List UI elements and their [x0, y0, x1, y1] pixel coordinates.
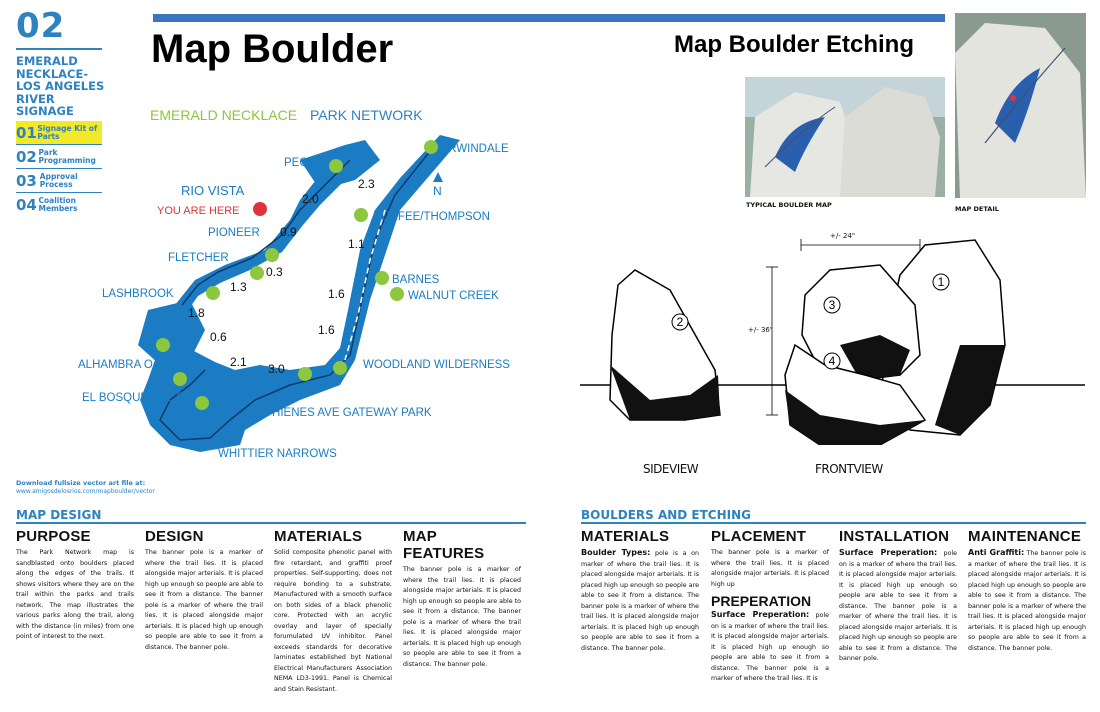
place-label: IRWINDALE	[445, 143, 509, 155]
be-maintenance-column	[968, 528, 1086, 654]
map-title-green: EMERALD NECKLACE	[150, 107, 298, 123]
place-label: WOODLAND WILDERNESS	[363, 359, 510, 371]
purpose-column	[16, 528, 134, 643]
distance-label: 2.1	[230, 355, 247, 369]
column-text: The banner pole is a marker of where the trail lies. It is placed alongside major arterials. It is placed high up enough so people are able to see it from a distance. The banner pole is a marker of where the trail lies. It is placed alongside major arterials. It is placed high up enough so people are able to see it from a distance. The banner pole.	[403, 566, 521, 668]
place-label: WALNUT CREEK	[408, 290, 499, 302]
you-are-here-dot	[253, 202, 267, 216]
nav-item-number: 01	[16, 123, 37, 142]
park-dot-alhambra-2[interactable]	[173, 372, 187, 386]
callout-number: 1	[937, 275, 945, 289]
photo-caption: MAP DETAIL	[955, 205, 999, 213]
park-dot-peck[interactable]	[329, 159, 343, 173]
column-lead: Surface Preperation:	[711, 610, 810, 619]
nav-item-number: 04	[16, 195, 37, 214]
place-label: LASHBROOK	[102, 288, 174, 300]
dimension-width: +/- 24"	[830, 232, 856, 240]
distance-label: 0.9	[280, 225, 297, 239]
distance-label: 1.3	[230, 280, 247, 294]
park-dot-fletcher[interactable]	[250, 266, 264, 280]
you-are-here-label: YOU ARE HERE	[157, 205, 240, 217]
place-label: WHITTIER NARROWS	[218, 448, 337, 460]
column-lead: Surface Preperation:	[839, 548, 938, 557]
nav-item-label: Coalition Members	[38, 195, 78, 213]
materials-column	[274, 528, 392, 695]
place-label: PECK	[284, 157, 316, 169]
park-dot-irwindale[interactable]	[424, 140, 438, 154]
column-text	[581, 548, 699, 654]
place-label: EL BOSQUE DEL RIO	[82, 392, 197, 404]
place-label: PIONEER	[208, 227, 260, 239]
column-text: The banner pole is a marker of where the trail lies. It is placed alongside major arterials. It is placed high up enough so people are able to see it from a distance. The banner pole is a marker of where the trail lies. It is placed alongside major arterials. It is placed high up enough so people are able to see it from a distance. The banner pole.	[145, 549, 263, 651]
place-label: ALHAMBRA OASIS	[78, 359, 179, 371]
etching-title: Map Boulder Etching	[674, 31, 914, 58]
sideview-label: SIDEVIEW	[643, 462, 699, 476]
download-link[interactable]: www.amigosdelosrios.com/mapboulder/vector	[16, 488, 155, 495]
park-dot-woodland[interactable]	[333, 361, 347, 375]
be-placement-column	[711, 528, 829, 685]
park-dot-durfee[interactable]	[354, 208, 368, 222]
park-dot-el-bosque[interactable]	[195, 396, 209, 410]
place-label: FLETCHER	[168, 252, 229, 264]
section-rule	[16, 48, 102, 50]
park-dot-walnut-creek[interactable]	[390, 287, 404, 301]
column-text: Solid composite phenolic panel with fire retardant, and graffiti proof properties. Self-supporting, does not require bonding to a substrate. Manufactured with a smooth surface on both sides of a black phenolic core. Protected with an acrylic overlay and layer of specially forumulated UV inhibitor. Panel exceeds standards for decorative laminates established byt National Electrical Manufacturers Association NEMA LD3-1991. Panel is Chemical and Stain Resistant.	[274, 549, 392, 693]
column-title: MATERIALS	[581, 528, 670, 545]
distance-label: 2.3	[358, 177, 375, 191]
nav-item-label: Approval Process	[39, 171, 78, 189]
column-title: PLACEMENT	[711, 528, 807, 545]
park-dot-barnes[interactable]	[375, 271, 389, 285]
be-materials-column	[581, 528, 699, 654]
distance-label: 0.6	[210, 330, 227, 344]
nav-item-number: 03	[16, 171, 37, 190]
map-title-blue: PARK NETWORK	[310, 107, 423, 123]
map-detail-photo	[955, 13, 1086, 198]
park-dot-thienes[interactable]	[298, 367, 312, 381]
column-subtitle: PREPERATION	[711, 593, 812, 609]
place-label: THIENES AVE GATEWAY PARK	[265, 407, 432, 419]
column-lead: Anti Graffiti:	[968, 548, 1025, 557]
column-title: MAINTENANCE	[968, 528, 1082, 545]
download-label: Download fullsize vector art file at:	[16, 479, 146, 487]
column-text	[968, 548, 1086, 654]
distance-label: 0.3	[266, 265, 283, 279]
distance-label: 1.1	[348, 237, 365, 251]
distance-label: 1.8	[188, 306, 205, 320]
column-title: PURPOSE	[16, 528, 91, 545]
column-body: pole is a on marker of where the trail lies. It is placed alongside major arterials. It is placed high up enough so people are able to see it from a distance. The banner pole is a marker of where the trail lies. It is placed alongside major arterials. It is placed high up enough so people are able to see it from a distance. The banner pole.	[581, 550, 699, 652]
north-arrow-icon	[433, 172, 443, 182]
section-title: EMERALD NECKLACE-LOS ANGELES RIVER SIGNAGE	[16, 54, 105, 118]
distance-label: 3.0	[268, 362, 285, 376]
column-body: The banner pole is a marker of where the trail lies. It is placed alongside major arterials. It is placed high up enough so people are able to see it from a distance. The banner pole is a marker of where the trail lies. It is placed alongside major arterials. It is placed high up enough so people are able to see it from a distance. The banner pole.	[968, 550, 1086, 652]
be-installation-column	[839, 528, 957, 665]
park-dot-lashbrook[interactable]	[206, 286, 220, 300]
callout-number: 2	[676, 315, 684, 329]
column-text	[839, 548, 957, 665]
column-body: pole on is a marker of where the trail lies. It is placed alongside major arterials. It is placed high up enough so people are able to see it from a distance. The banner pole is a marker of where the trail lies. It is placed alongside major arterials. It is placed high up enough so people are able to see it from a distance. The banner pole.	[839, 550, 957, 662]
map-design-heading: MAP DESIGN	[16, 508, 102, 522]
section-divider	[16, 522, 526, 524]
header-bar	[153, 14, 945, 22]
distance-label: 1.6	[318, 323, 335, 337]
section-divider	[581, 522, 1086, 524]
callout-number: 3	[828, 298, 836, 312]
nav-item-number: 02	[16, 147, 37, 166]
dimension-height: +/- 36"	[748, 326, 774, 334]
boulders-etching-heading: BOULDERS AND ETCHING	[581, 508, 752, 522]
column-text: The banner pole is a marker of where the trail lies. It is placed alongside major arterials. It is placed high up	[711, 549, 829, 588]
callout-number: 4	[828, 354, 836, 368]
nav-item-label: Signage Kit of Parts	[37, 123, 98, 141]
frontview-label: FRONTVIEW	[815, 462, 883, 476]
section-number: 02	[16, 6, 66, 46]
column-body: pole on is a marker of where the trail lies. It is placed alongside major arterials. It is placed high up enough so people are able to see it from a distance. The banner pole is a marker of where the trail lies. It is	[711, 612, 829, 682]
column-text	[711, 610, 829, 685]
column-title: INSTALLATION	[839, 528, 950, 545]
photo-caption: TYPICAL BOULDER MAP	[746, 201, 832, 209]
place-label: DURFEE/THOMPSON	[373, 211, 490, 223]
north-label: N	[433, 184, 442, 198]
map-features-column	[403, 528, 521, 670]
design-column	[145, 528, 263, 653]
boulder-drawing	[580, 225, 1085, 445]
column-title: MATERIALS	[274, 528, 363, 545]
park-dot-alhambra[interactable]	[156, 338, 170, 352]
rio-vista-label: RIO VISTA	[181, 183, 245, 198]
column-title: MAP FEATURES	[403, 528, 485, 562]
column-title: DESIGN	[145, 528, 204, 545]
place-label: BARNES	[392, 274, 440, 286]
park-dot-pioneer[interactable]	[265, 248, 279, 262]
column-lead: Boulder Types:	[581, 548, 651, 557]
distance-label: 2.0	[302, 192, 319, 206]
column-text: The Park Network map is sandblasted onto boulders placed along the edges of the trails. It shows visitors where they are on the trail within the parks and trails network. The map illustrates the various parks along the trail, along with the distance (in miles) from one point of interest to the next.	[16, 549, 134, 640]
page-title: Map Boulder	[151, 27, 394, 71]
distance-label: 1.6	[328, 287, 345, 301]
nav-item-label: Park Programming	[38, 147, 96, 165]
park-network-map	[20, 100, 520, 470]
typical-boulder-photo	[745, 77, 945, 197]
